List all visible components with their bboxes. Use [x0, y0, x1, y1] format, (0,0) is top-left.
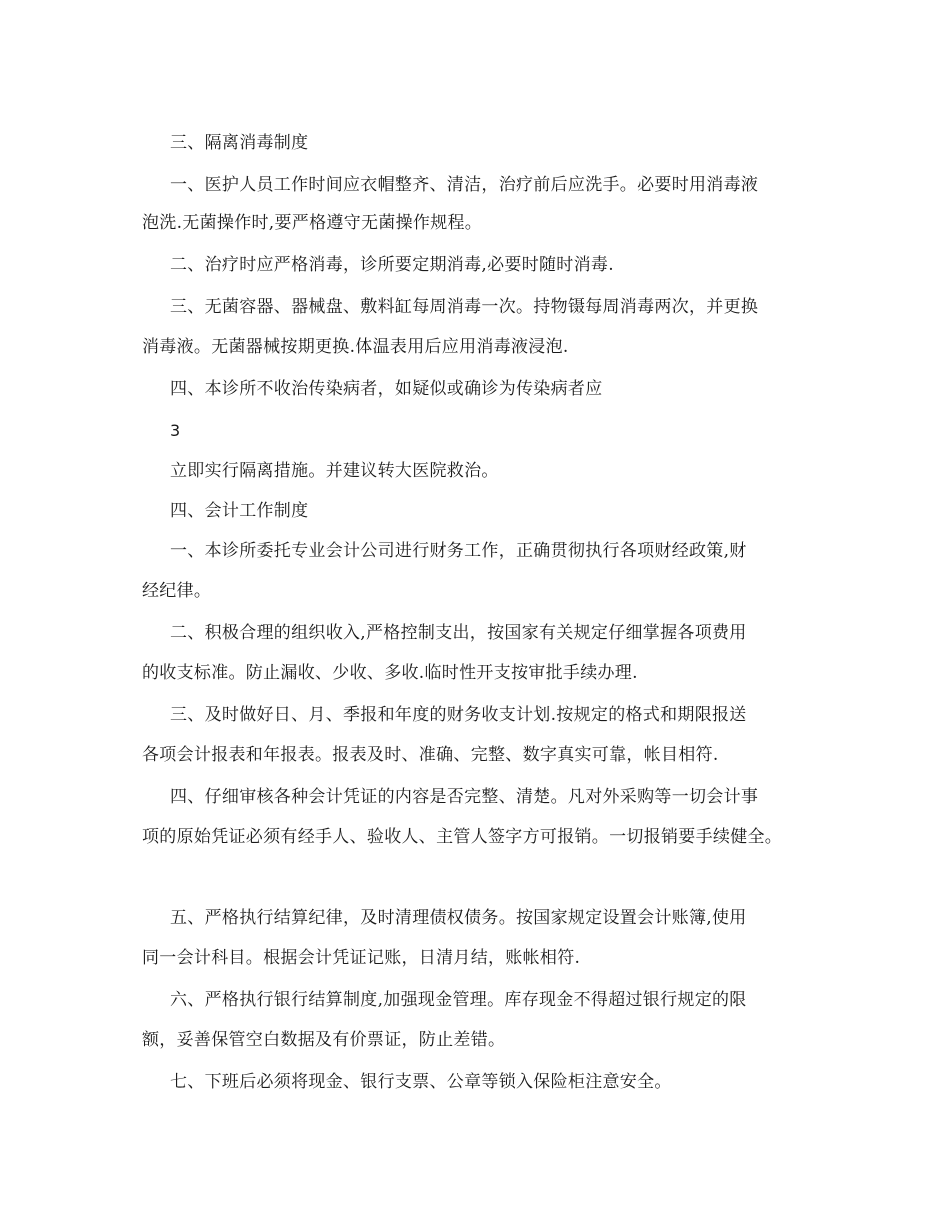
- paragraph-line: 三、及时做好日、月、季报和年度的财务收支计划.按规定的格式和期限报送: [170, 705, 747, 725]
- paragraph-line: 四、仔细审核各种会计凭证的内容是否完整、清楚。凡对外采购等一切会计事: [170, 787, 759, 807]
- paragraph-line: 六、严格执行银行结算制度,加强现金管理。库存现金不得超过银行规定的限: [170, 990, 747, 1010]
- page-number: 3: [170, 421, 181, 440]
- paragraph-line: 七、下班后必须将现金、银行支票、公章等锁入保险柜注意安全。: [170, 1072, 672, 1092]
- paragraph-line: 一、医护人员工作时间应衣帽整齐、清洁，治疗前后应洗手。必要时用消毒液: [170, 175, 759, 195]
- paragraph-line: 各项会计报表和年报表。报表及时、准确、完整、数字真实可靠，帐目相符.: [142, 745, 719, 765]
- section-heading-accounting: 四、会计工作制度: [170, 501, 309, 521]
- section-heading-isolation: 三、隔离消毒制度: [170, 133, 309, 153]
- paragraph-line: 消毒液。无菌器械按期更换.体温表用后应用消毒液浸泡.: [142, 337, 569, 357]
- paragraph-line: 经纪律。: [142, 581, 212, 601]
- paragraph-line: 二、治疗时应严格消毒，诊所要定期消毒,必要时随时消毒.: [170, 255, 614, 275]
- paragraph-line: 泡洗.无菌操作时,要严格遵守无菌操作规程。: [142, 213, 483, 233]
- paragraph-line: 四、本诊所不收治传染病者，如疑似或确诊为传染病者应: [170, 379, 603, 399]
- paragraph-line: 的收支标准。防止漏收、少收、多收.临时性开支按审批手续办理.: [142, 663, 638, 683]
- paragraph-line: 同一会计科目。根据会计凭证记账，日清月结，账帐相符.: [142, 948, 581, 968]
- paragraph-line: 一、本诊所委托专业会计公司进行财务工作，正确贯彻执行各项财经政策,财: [170, 541, 747, 561]
- paragraph-line: 立即实行隔离措施。并建议转大医院救治。: [170, 461, 499, 481]
- paragraph-line: 项的原始凭证必须有经手人、验收人、主管人签字方可报销。一切报销要手续健全。: [142, 827, 783, 847]
- paragraph-line: 额，妥善保管空白数据及有价票证，防止差错。: [142, 1030, 506, 1050]
- paragraph-line: 三、无菌容器、器械盘、敷料缸每周消毒一次。持物镊每周消毒两次，并更换: [170, 297, 759, 317]
- paragraph-line: 二、积极合理的组织收入,严格控制支出，按国家有关规定仔细掌握各项费用: [170, 623, 747, 643]
- paragraph-line: 五、严格执行结算纪律，及时清理债权债务。按国家规定设置会计账簿,使用: [170, 908, 747, 928]
